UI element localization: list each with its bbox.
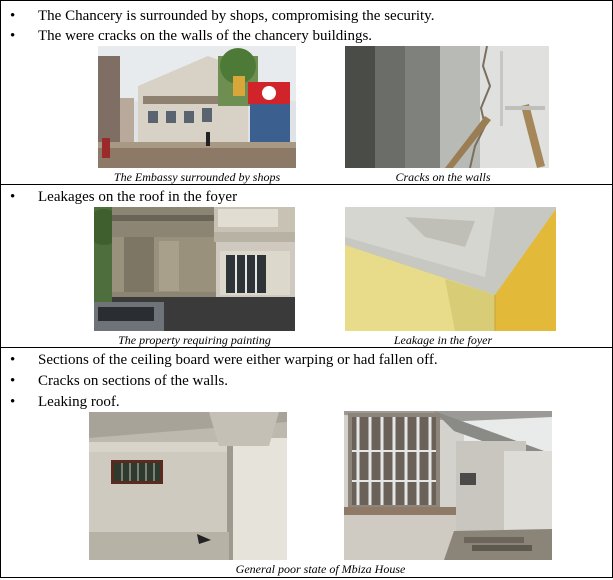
caption-embassy: The Embassy surrounded by shops [113,170,281,184]
caption-foyer: Leakage in the foyer [393,333,493,347]
bullet-glyph: • [10,189,16,205]
wall-cracks-photo [345,46,549,168]
bullet-glyph: • [10,394,16,410]
bullet-glyph: • [10,8,16,24]
bullet-text: Sections of the ceiling board were either warping or had fallen off. [38,352,438,368]
bullet-glyph: • [10,28,16,44]
mbiza-house-left-photo [89,412,287,560]
embassy-street-photo [98,46,296,168]
mbiza-house-right-photo [344,411,552,560]
foyer-leakage-photo [345,207,556,331]
property-painting-photo [94,207,295,331]
bullet-glyph: • [10,373,16,389]
bullet-glyph: • [10,352,16,368]
bullet-text: Leaking roof. [38,394,120,410]
bullet-text: The were cracks on the walls of the chancery buildings. [38,28,373,44]
bullet-text: The Chancery is surrounded by shops, compromising the security. [38,8,435,24]
caption-mbiza: General poor state of Mbiza House [235,562,406,576]
table-bottom-border [0,577,613,578]
bullet-text: Leakages on the roof in the foyer [38,189,238,205]
table-top-border [0,0,613,1]
caption-cracks: Cracks on the walls [395,170,491,184]
row-divider-1 [0,184,613,185]
bullet-text: Cracks on sections of the walls. [38,373,228,389]
row-divider-2 [0,347,613,348]
caption-property: The property requiring painting [118,333,271,347]
